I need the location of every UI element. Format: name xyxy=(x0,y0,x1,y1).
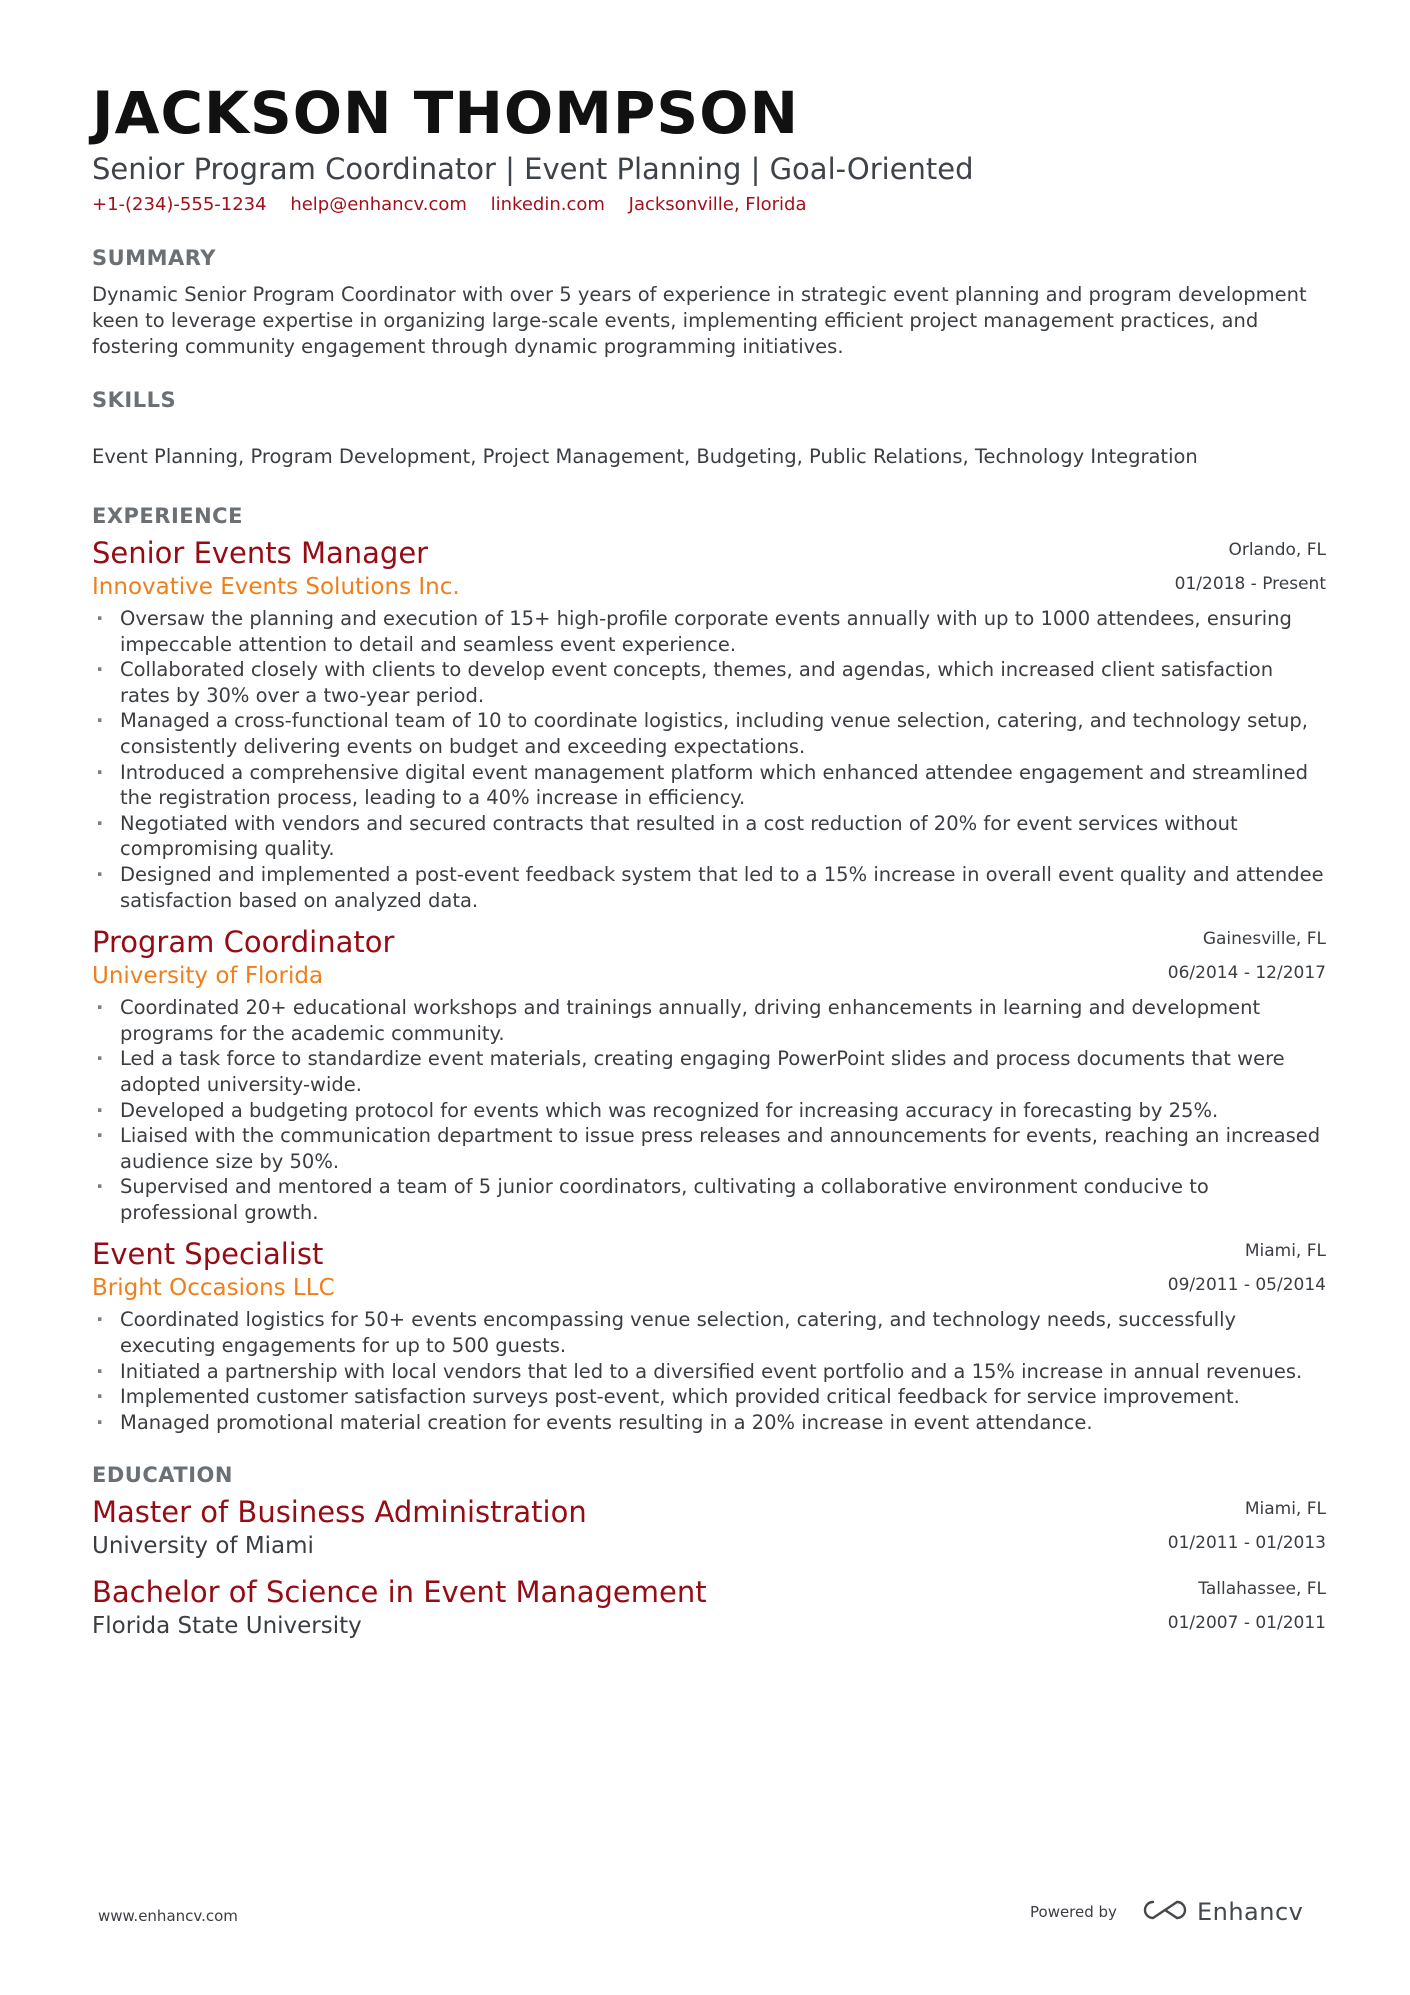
brand-name: Enhancv xyxy=(1196,1898,1304,1926)
school-name: Florida State University xyxy=(92,1613,362,1640)
job-bullets xyxy=(92,995,1326,1225)
job-dates: 01/2018 - Present xyxy=(1174,574,1326,594)
summary-heading: SUMMARY xyxy=(92,246,216,270)
education-dates: 01/2007 - 01/2011 xyxy=(1167,1613,1326,1634)
phone[interactable]: +1-(234)-555-1234 xyxy=(92,194,267,215)
bullet-item: · Developed a budgeting protocol for events which was recognized for increasing accuracy in forecasting by 25%. xyxy=(92,1098,1326,1124)
education-entry xyxy=(92,1573,1326,1641)
bullet-item: · Coordinated 20+ educational workshops and trainings annually, driving enhancements in learning and development programs for the academic community. xyxy=(92,995,1326,1046)
job-title: Program Coordinator xyxy=(92,925,395,960)
bullet-item: · Introduced a comprehensive digital event management platform which enhanced attendee engagement and streamlined the registration process, leading to a 40% increase in efficiency. xyxy=(92,760,1326,811)
skills-text: Event Planning, Program Development, Project Management, Budgeting, Public Relations, Technology Integration xyxy=(92,445,1198,468)
company-name: Innovative Events Solutions Inc. xyxy=(92,574,460,600)
enhancv-logo-icon xyxy=(1143,1898,1189,1926)
summary-text: Dynamic Senior Program Coordinator with over 5 years of experience in strategic event planning and program development keen to leverage expertise in organizing large-scale events, implementing efficient project management practices, and fostering community engagement through dynamic programming initiatives. xyxy=(92,283,1307,358)
experience-entry xyxy=(92,923,1326,1225)
email[interactable]: help@enhancv.com xyxy=(290,194,467,215)
degree: Bachelor of Science in Event Management xyxy=(92,1575,707,1610)
education-entry xyxy=(92,1493,1326,1561)
bullet-item: · Initiated a partnership with local vendors that led to a diversified event portfolio and a 15% increase in annual revenues. xyxy=(92,1359,1326,1385)
job-bullets xyxy=(92,606,1326,913)
bullet-item: · Supervised and mentored a team of 5 junior coordinators, cultivating a collaborative environment conducive to professional growth. xyxy=(92,1174,1326,1225)
job-title: Event Specialist xyxy=(92,1237,324,1272)
degree: Master of Business Administration xyxy=(92,1495,587,1530)
education-heading: EDUCATION xyxy=(92,1463,233,1488)
bullet-item: · Designed and implemented a post-event feedback system that led to a 15% increase in overall event quality and attendee satisfaction based on analyzed data. xyxy=(92,862,1326,913)
linkedin-link[interactable]: linkedin.com xyxy=(490,194,605,215)
powered-by-label: Powered by xyxy=(1030,1903,1117,1921)
job-location: Miami, FL xyxy=(1244,1241,1326,1262)
school-location: Tallahassee, FL xyxy=(1198,1579,1326,1600)
experience-heading: EXPERIENCE xyxy=(92,504,243,528)
bullet-item: · Liaised with the communication department to issue press releases and announcements for events, reaching an increased audience size by 50%. xyxy=(92,1123,1326,1174)
job-location: Gainesville, FL xyxy=(1202,929,1326,950)
job-bullets xyxy=(92,1307,1326,1435)
job-dates: 09/2011 - 05/2014 xyxy=(1167,1275,1326,1296)
job-location: Orlando, FL xyxy=(1228,540,1326,560)
job-dates: 06/2014 - 12/2017 xyxy=(1167,963,1326,984)
bullet-item: · Oversaw the planning and execution of 15+ high-profile corporate events annually with up to 1000 attendees, ensuring impeccable attention to detail and seamless event experience. xyxy=(92,606,1326,657)
school-location: Miami, FL xyxy=(1244,1499,1326,1520)
bullet-item: · Collaborated closely with clients to develop event concepts, themes, and agendas, which increased client satisfaction rates by 30% over a two-year period. xyxy=(92,657,1326,708)
resume-page xyxy=(92,78,1326,1641)
job-title: Senior Events Manager xyxy=(92,536,429,570)
contact-info xyxy=(92,192,1326,218)
bullet-item: · Coordinated logistics for 50+ events encompassing venue selection, catering, and technology needs, successfully executing engagements for up to 500 guests. xyxy=(92,1307,1326,1358)
footer-website[interactable]: www.enhancv.com xyxy=(98,1907,238,1925)
school-name: University of Miami xyxy=(92,1533,314,1560)
skills-heading: SKILLS xyxy=(92,388,177,412)
bullet-item: · Led a task force to standardize event materials, creating engaging PowerPoint slides and process documents that were adopted university-wide. xyxy=(92,1046,1326,1097)
bullet-item: · Implemented customer satisfaction surveys post-event, which provided critical feedback for service improvement. xyxy=(92,1384,1326,1410)
headline: Senior Program Coordinator | Event Planning | Goal-Oriented xyxy=(92,152,974,186)
location: Jacksonville, Florida xyxy=(628,194,807,215)
education-dates: 01/2011 - 01/2013 xyxy=(1167,1533,1326,1554)
bullet-item: · Managed a cross-functional team of 10 to coordinate logistics, including venue selection, catering, and technology setup, consistently delivering events on budget and exceeding expectations. xyxy=(92,708,1326,759)
company-name: Bright Occasions LLC xyxy=(92,1275,335,1302)
experience-entry xyxy=(92,1235,1326,1435)
experience-entry xyxy=(92,534,1326,913)
footer-branding xyxy=(1030,1898,1303,1926)
bullet-item: · Managed promotional material creation for events resulting in a 20% increase in event attendance. xyxy=(92,1410,1326,1436)
bullet-item: · Negotiated with vendors and secured contracts that resulted in a cost reduction of 20% for event services without compromising quality. xyxy=(92,811,1326,862)
candidate-name: JACKSON THOMPSON xyxy=(92,79,800,147)
company-name: University of Florida xyxy=(92,963,324,990)
